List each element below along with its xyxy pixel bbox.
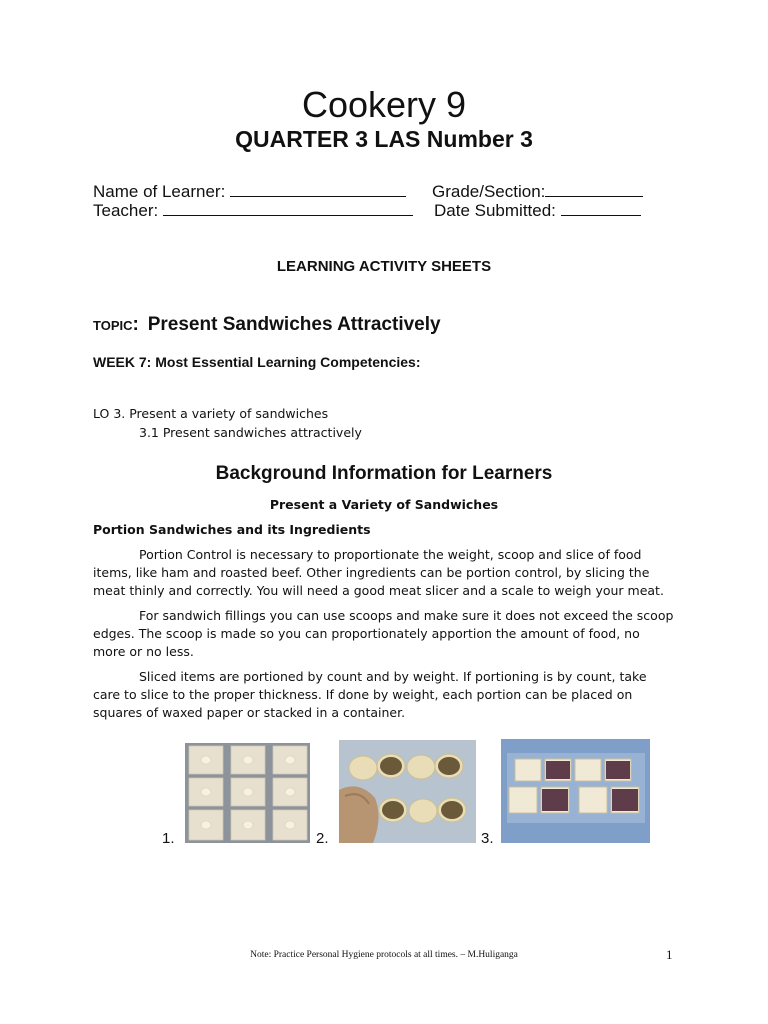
grade-section-label: Grade/Section: xyxy=(432,182,546,201)
figure-3-photo xyxy=(501,739,650,843)
learner-name-label: Name of Learner: xyxy=(93,182,226,201)
footer-note: Note: Practice Personal Hygiene protocols at all times. – M.Huliganga xyxy=(250,950,518,960)
date-submitted-blank[interactable] xyxy=(561,200,641,216)
topic-title: Present Sandwiches Attractively xyxy=(147,314,441,335)
learning-sub-objective: 3.1 Present sandwiches attractively xyxy=(139,425,362,440)
topic-separator: : xyxy=(132,314,139,335)
learning-objective: LO 3. Present a variety of sandwiches xyxy=(93,406,329,421)
portion-heading: Portion Sandwiches and its Ingredients xyxy=(93,522,371,537)
section-heading: Present a Variety of Sandwiches xyxy=(269,497,499,512)
document-title: Cookery 9 xyxy=(301,84,467,125)
paragraph-sliced-items xyxy=(93,668,675,723)
teacher-field[interactable] xyxy=(93,200,413,221)
figure-3-caption: 3. xyxy=(481,830,494,847)
paragraph-text: Portion Control is necessary to proportionate the weight, scoop and slice of food items, like ham and roasted beef. Other ingredients can be portion control, by slicing the meat thinly and correctly. You will need a good meat slicer and a scale to weigh your meat. xyxy=(93,547,664,599)
section-heading-las: LEARNING ACTIVITY SHEETS xyxy=(276,258,492,275)
teacher-label: Teacher: xyxy=(93,201,159,220)
grade-section-field[interactable] xyxy=(432,181,643,202)
week-heading: WEEK 7: Most Essential Learning Competencies: xyxy=(93,354,421,370)
learner-name-field[interactable] xyxy=(93,181,406,202)
paragraph-text: For sandwich fillings you can use scoops and make sure it does not exceed the scoop edges. The scoop is made so you can proportionately apportion the amount of food, no more or no less. xyxy=(93,608,674,660)
grade-section-blank[interactable] xyxy=(545,181,643,197)
figure-1-photo xyxy=(185,743,310,843)
topic-line xyxy=(93,314,441,336)
paragraph-text: Sliced items are portioned by count and by weight. If portioning is by count, take care to slice to the proper thickness. If done by weight, each portion can be placed on squares of waxed paper or stacked in a container. xyxy=(93,669,647,721)
paragraph-scoop xyxy=(93,607,675,662)
topic-label: TOPIC xyxy=(93,318,133,333)
paragraph-portion-control xyxy=(93,546,675,601)
figure-1-caption: 1. xyxy=(162,830,175,847)
figure-2-caption: 2. xyxy=(316,830,329,847)
learner-name-blank[interactable] xyxy=(230,181,406,197)
figure-2-photo xyxy=(339,740,476,843)
background-heading: Background Information for Learners xyxy=(215,463,553,484)
date-submitted-label: Date Submitted: xyxy=(434,201,556,220)
date-submitted-field[interactable] xyxy=(434,200,641,221)
document-subtitle: QUARTER 3 LAS Number 3 xyxy=(235,126,533,152)
teacher-blank[interactable] xyxy=(163,200,413,216)
page-number: 1 xyxy=(666,947,673,962)
